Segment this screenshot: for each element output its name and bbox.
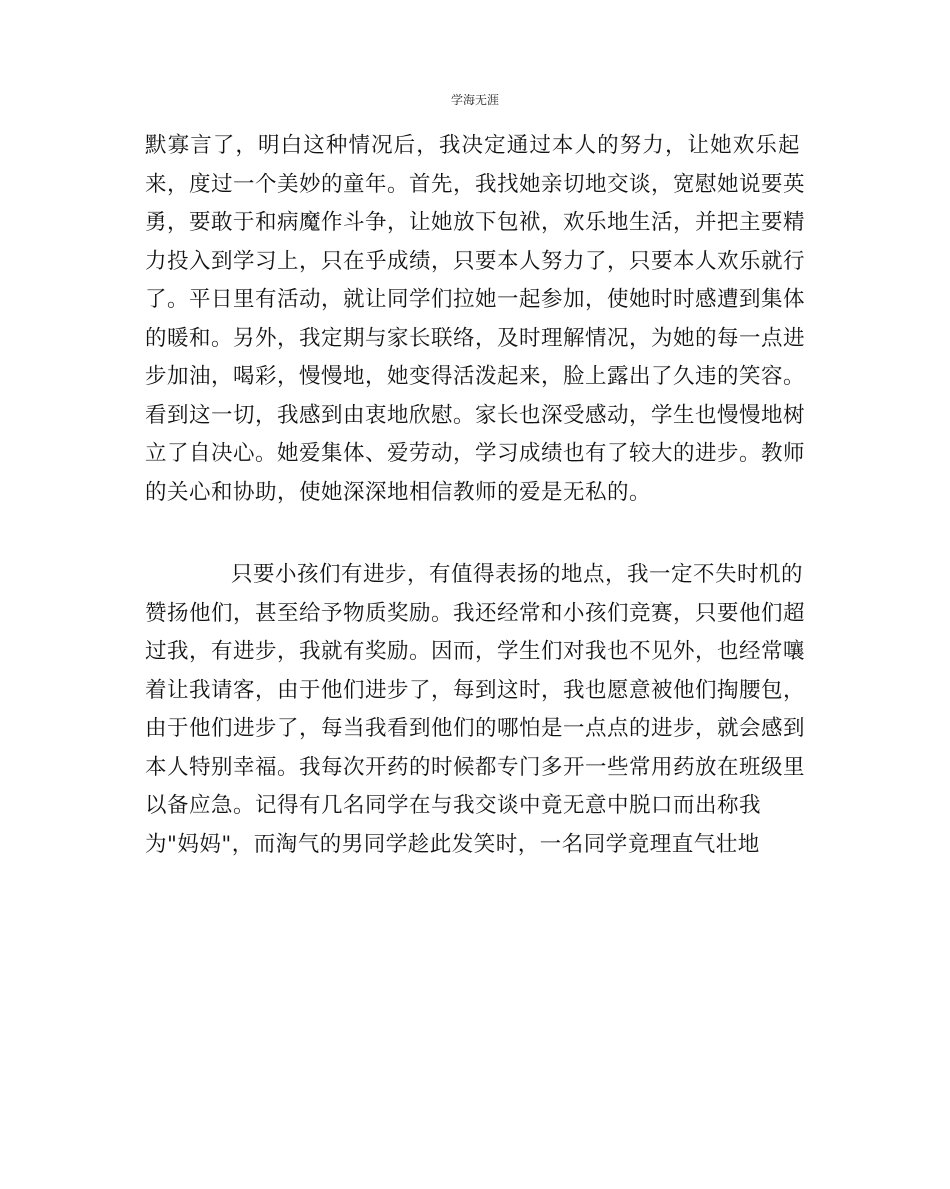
text-line: 由于他们进步了，每当我看到他们的哪怕是一点点的进步，就会感到 [145,716,806,741]
text-line: 了。平日里有活动，就让同学们拉她一起参加，使她时时感遭到集体 [145,287,806,312]
text-line: 力投入到学习上，只在乎成绩，只要本人努力了，只要本人欢乐就行 [145,248,806,274]
text-line: 着让我请客，由于他们进步了，每到这时，我也愿意被他们掏腰包， [145,677,806,703]
text-line: 本人特别幸福。我每次开药的时候都专门多开一些常用药放在班级里 [145,754,806,780]
text-line: 来，度过一个美妙的童年。首先，我找她亲切地交谈，宽慰她说要英 [145,171,806,197]
text-line: 过我，有进步，我就有奖励。因而，学生们对我也不见外，也经常嚷 [145,639,806,664]
page-header: 学海无涯 [450,93,499,107]
text-line: 只要小孩们有进步，有值得表扬的地点，我一定不失时机的 [231,562,804,587]
text-line: 以备应急。记得有几名同学在与我交谈中竟无意中脱口而出称我 [145,793,762,818]
text-line: 的关心和协助，使她深深地相信教师的爱是无私的。 [145,479,652,505]
text-line: 步加油，喝彩，慢慢地，她变得活泼起来，脸上露出了久违的笑容。 [145,364,806,389]
paragraph-spacer [145,512,800,556]
text-line: 默寡言了，明白这种情况后，我决定通过本人的努力，让她欢乐起 [145,133,800,158]
paragraph [145,556,806,864]
text-line: 的暖和。另外，我定期与家长联络，及时理解情况，为她的每一点进 [145,325,806,351]
text-line: 看到这一切，我感到由衷地欣慰。家长也深受感动，学生也慢慢地树 [145,402,806,428]
text-line: 赞扬他们，甚至给予物质奖励。我还经常和小孩们竞赛，只要他们超 [145,600,806,626]
text-line: 立了自决心。她爱集体、爱劳动，学习成绩也有了较大的进步。教师 [145,441,806,466]
paragraph [145,127,806,512]
document-body [145,127,806,864]
text-line: 为"妈妈"，而淘气的男同学趁此发笑时，一名同学竟理直气壮地 [145,831,760,857]
text-line: 勇，要敢于和病魔作斗争，让她放下包袱，欢乐地生活，并把主要精 [145,210,806,235]
